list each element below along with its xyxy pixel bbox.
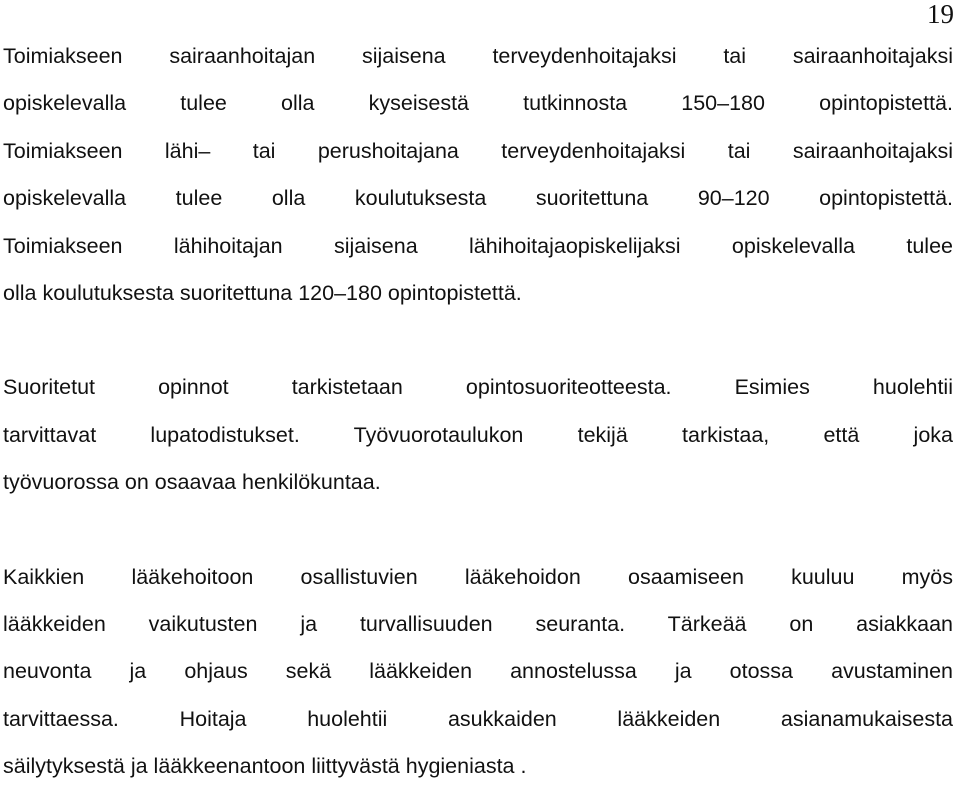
paragraph-line: Toimiakseen lähihoitajan sijaisena lähihoitajaopiskelijaksi opiskelevalla tulee [3, 233, 953, 258]
paragraph-line: säilytyksestä ja lääkkeenantoon liittyvästä hygieniasta . [3, 754, 527, 779]
page-number: 19 [927, 0, 954, 29]
paragraph-verification [3, 364, 953, 506]
paragraph-qualification-requirements [3, 33, 953, 317]
paragraph-medication-care [3, 554, 953, 791]
paragraph-line: opiskelevalla tulee olla koulutuksesta suoritettuna 90–120 opintopistettä. [3, 186, 953, 211]
paragraph-line: tarvittavat lupatodistukset. Työvuorotaulukon tekijä tarkistaa, että joka [3, 422, 953, 447]
paragraph-line: tarvittaessa. Hoitaja huolehtii asukkaiden lääkkeiden asianamukaisesta [3, 706, 953, 731]
paragraph-line: Toimiakseen sairaanhoitajan sijaisena terveydenhoitajaksi tai sairaanhoitajaksi [3, 44, 953, 68]
page-body [3, 33, 953, 791]
paragraph-line: Suoritetut opinnot tarkistetaan opintosuoriteotteesta. Esimies huolehtii [3, 375, 953, 400]
paragraph-line: olla koulutuksesta suoritettuna 120–180 opintopistettä. [3, 281, 522, 306]
paragraph-line: työvuorossa on osaavaa henkilökuntaa. [3, 470, 381, 495]
paragraph-line: opiskelevalla tulee olla kyseisestä tutkinnosta 150–180 opintopistettä. [3, 91, 953, 116]
paragraph-line: Toimiakseen lähi– tai perushoitajana terveydenhoitajaksi tai sairaanhoitajaksi [3, 138, 953, 163]
paragraph-line: neuvonta ja ohjaus sekä lääkkeiden annostelussa ja otossa avustaminen [3, 659, 953, 684]
paragraph-line: Kaikkien lääkehoitoon osallistuvien lääkehoidon osaamiseen kuuluu myös [3, 564, 953, 589]
paragraph-line: lääkkeiden vaikutusten ja turvallisuuden seuranta. Tärkeää on asiakkaan [3, 612, 953, 637]
